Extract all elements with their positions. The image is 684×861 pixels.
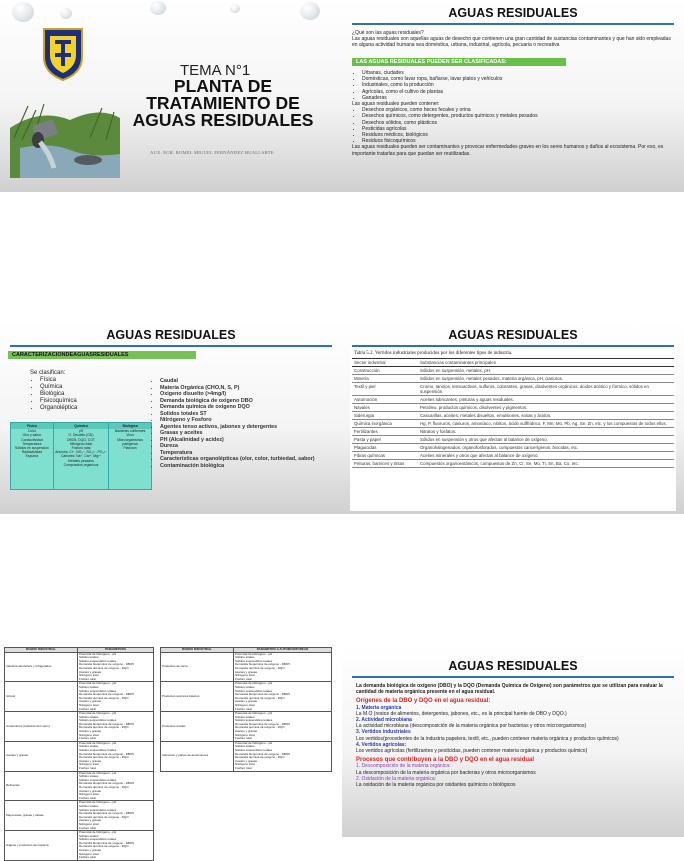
table-row [5,771,154,801]
column-header: Substancias contaminantes principales [418,359,674,367]
title-line: PLANTA DE [173,76,273,96]
parameter-item: Nitrógeno total [79,821,99,826]
parameter-item: Demanda química de oxígeno - DQO [79,784,129,789]
list-item: • Urbanas, ciudades [362,70,674,76]
parameter-item: Demanda química de oxígeno - DQO [79,725,129,730]
parameters-cell [234,652,332,682]
substances-cell: Cromo, taninos, tensoactivos, sulfuros, colorantes, grasas, disolventes orgánicos, ácidos acético y fórmico, sólidos en suspensión. [418,383,674,396]
parameter-item: Potencial de hidrógeno - pH [235,681,273,686]
list-item: • Industriales, como la producción [362,82,674,88]
table-row [352,396,674,404]
parameter-item: Sólidos totales [79,833,99,838]
question: ¿Qué son las aguas residuales? [352,30,424,36]
parameter-item: Demanda bioquímica de oxígeno - DBO5 [79,662,134,667]
parameter-item: Demanda química de oxígeno - DQO [79,755,129,760]
sector-cell: Fibras químicas [352,452,418,460]
list-item: • Oxigeno disuelto (>4mg/l) [160,391,338,398]
list-item: • Grasas y aceites [160,430,338,437]
table-cell: O. Disuelto (OD) [68,433,94,438]
parameter-item: Demanda bioquímica de oxígeno - DBO5 [235,692,290,697]
substances-cell: Sólidos en suspensión y otros que afectan al balance de oxígeno. [418,436,674,444]
origin-item [356,729,672,741]
water-drop [300,2,320,20]
rubro-cell: Industria alcoholera y refrigerados [5,652,78,682]
university-shield-logo [42,27,84,81]
closing-text: Las aguas residuales pueden ser contaminantes y provocar enfermedades graves en los seres humanos y daños al ecosistema. Por eso, es importante tratarlas para que puedan ser reutilizadas. [352,144,664,157]
parameters-cell [234,682,332,712]
classification-block [352,70,674,157]
origin-head: 3. Vertidos industriales [356,729,411,736]
parameter-item: Demanda bioquímica de oxígeno - DBO5 [235,721,290,726]
list-item: • Desechos sólidos, como plásticos [362,120,674,126]
parameter-item: Fósforo total [79,855,96,860]
parameter-item: Sólidos totales [79,744,99,749]
parameter-item: Sólidos totales [235,714,255,719]
parameter-item: Sólidos suspendidos totales [79,748,117,753]
substances-cell: Hg, P, fluoruros, cianuros, amoníaco, nitritos, ácido sulfhídrico, F, Mn, Mo, Pb, Ag, Se, Zn, etc. y los compuestos de todos ellos. [418,420,674,428]
types-block [30,370,150,412]
intro-text: La demanda biológica de oxígeno (DBO) y la DQO (Demanda Química de Oxígeno) son parámetros que se utilizan para evaluar la cantidad de materia orgánica presente en el agua residual. [356,683,663,696]
substances-cell: Nitratos y fosfatos. [418,428,674,436]
parameter-item: Sólidos suspendidos totales [79,777,117,782]
classification-band: LAS AGUAS RESIDUALES PUEDEN SER CLASIFICADAS: [352,58,566,66]
table-cell: Compuestos orgánicos [63,462,99,467]
parameter-item: Nitrógeno total [79,851,99,856]
table-row [5,712,154,742]
wastewater-pipe-illustration [10,98,120,178]
rubro-cell: Vehículos y partes de automotores [161,741,234,771]
water-drop [60,8,72,19]
parameters-cell [78,682,154,712]
table-header: Biológica [109,423,151,429]
parameters-cell [78,831,154,861]
water-drop [12,2,34,22]
table-cell: Plancton [123,446,137,451]
table-row [352,404,674,412]
tema-label: TEMA N°1 [180,62,251,79]
title-line: TRATAMIENTO DE [146,93,300,113]
list-item: • Características organolépticas (olor, color, turbiedad, sabor) [160,456,338,463]
parameter-item: Sólidos totales [79,684,99,689]
list-item: • Desechos orgánicos, como heces fecales y orina [362,107,674,113]
list-item: • Caudal [160,378,338,385]
parameter-item: Fósforo total [79,795,96,800]
parameter-item: Nitrógeno total [79,732,99,737]
parameter-item: Potencial de hidrógeno - pH [79,830,117,835]
table-row [5,831,154,861]
title-underline [352,676,674,678]
parameter-item: Aceites y grasas [235,699,258,704]
table-cell: Fósforo total [71,446,91,451]
right-rubro-table [160,647,332,772]
substances-cell: Sólidos en suspensión, metales, pH. [418,367,674,375]
parameter-item: Demanda bioquímica de oxígeno - DBO5 [79,840,134,845]
parameter-item: Sólidos suspendidos totales [235,688,273,693]
slide-title [0,0,342,192]
table-col-fisico [11,423,54,489]
slide-characterization [0,322,342,514]
parameter-item: Aceites y grasas [235,729,258,734]
parameters-cell [78,771,154,801]
sector-cell: Fertilizantes [352,428,418,436]
origin-text: La actividad microbiana (descomposición de la materia orgánica por bacterias y otros microorganismos) [356,723,587,730]
dbo-block [356,683,672,788]
table-col-biologica [109,423,151,489]
parameter-item: Demanda química de oxígeno - DQO [235,695,285,700]
slide-title: AGUAS RESIDUALES [448,659,578,673]
sector-cell: Pinturas, barnices y tintas [352,460,418,468]
substances-cell: Compuestos organoestánicos, compuestos de Zn, Cr, Se, Mo, Ti, Sn, Ba, Co, etc. [418,460,674,468]
parameter-item: Aceites y grasas [79,788,102,793]
table-cell: Nitrógeno total [69,441,93,446]
table-cell: pH [78,429,84,434]
contain-intro: Las aguas residuales pueden contener: [352,101,440,108]
parameter-item: Fósforo total [79,676,96,681]
parameter-item: Potencial de hidrógeno - pH [79,770,117,775]
contain-list [352,107,674,144]
sector-cell: Navales [352,404,418,412]
list-item: • Pesticidas agrícolas [362,126,674,132]
substances-cell: Aceites minerales y otros que afectan al balance de oxígeno. [418,452,674,460]
substances-cell: Petróleo, productos químicos, disolventes y pigmentos. [418,404,674,412]
parameter-item: Fósforo total [79,766,96,770]
parameter-item: Sólidos totales [235,684,255,689]
list-item: • Dureza [160,443,338,450]
process-head: 2. Oxidación de la materia orgánica: [356,775,437,782]
rubro-cell: Refinerías [5,771,78,801]
parameter-item: Demanda bioquímica de oxígeno - DBO5 [79,692,134,697]
slide-dbo-dqo [342,645,684,837]
table-row [352,375,674,383]
title-underline [352,23,674,25]
origin-item [356,717,672,729]
parameter-item: Nitrógeno total [235,702,255,707]
list-item: • Demanda biológica de oxigeno DBO [160,398,338,405]
parameter-item: Demanda química de oxígeno - DQO [235,665,285,670]
list-item: • Residuos fisicoquímicos [362,138,674,144]
list-item: • Agentes tenso activos, jabones y detergentes [160,424,338,431]
origin-item [356,705,672,717]
parameter-item: Demanda bioquímica de oxígeno - DBO5 [79,721,134,726]
rubro-cell: Higiene y productos de limpieza [5,831,78,861]
parameter-item: Nitrógeno total [79,762,99,767]
origin-item [356,742,672,754]
table-header-row [352,359,674,367]
parameter-item: Aceites y grasas [79,699,102,704]
parameter-item: Sólidos suspendidos totales [79,658,117,663]
column-header: RUBRO INDUSTRIAL [161,648,234,653]
table-row [161,712,332,742]
parameter-item: Aceites y grasas [235,758,258,763]
parameter-item: Potencial de hidrógeno - pH [79,651,117,656]
water-drop [150,1,166,15]
sector-cell: Automoción [352,396,418,404]
rubro-cell: Curtiembres (Industria del cuero) [5,712,78,742]
parameter-item: Sólidos suspendidos totales [235,748,273,753]
slide-title: AGUAS RESIDUALES [448,6,578,20]
definition-block [352,30,674,49]
table-cell: Virus [126,433,134,438]
list-item: • Nitrógeno y Fosforo [160,417,338,424]
parameter-item: Sólidos totales [79,774,99,779]
parameter-item: Demanda bioquímica de oxígeno - DBO5 [79,811,134,816]
substances-cell: Cascarillas, aceites, metales disueltos, emulsiones, sosas y ácidos. [418,412,674,420]
rubro-cell: Aceites y grasas [5,741,78,771]
parameter-item: Demanda química de oxígeno - DQO [235,755,285,760]
parameter-item: Sólidos totales [79,803,99,808]
column-header: PARAMETRO A AUTOMONITOREAR [234,648,332,653]
list-item: • Química [40,384,150,391]
table-row [161,682,332,712]
parameters-cell [78,652,154,682]
table-row [5,682,154,712]
sector-cell: Textil y piel [352,383,418,396]
list-item: • Residuos médicos, biológicos [362,132,674,138]
parameter-item: Sólidos suspendidos totales [235,718,273,723]
parameter-item: Potencial de hidrógeno - pH [79,740,117,745]
table-row [161,741,332,771]
parameter-item: Demanda química de oxígeno - DQO [79,665,129,670]
title-underline [352,345,674,347]
process-heading: Procesos que contribuyen a la DBO y DQO en el agua residual [356,757,535,764]
parameters-cell [234,712,332,742]
list-item: • Demanda química de oxigeno DQO [160,404,338,411]
parameter-item: Potencial de hidrógeno - pH [79,681,117,686]
table-row [352,428,674,436]
parameter-item: Aceites y grasas [235,669,258,674]
origin-text: Los vertidos agrícolas (fertilizantes y pesticidas, pueden contener materia orgánica y productos químico) [356,748,588,755]
industrial-table [352,358,674,468]
table-cell: Color [27,429,36,434]
parameter-item: Demanda bioquímica de oxígeno - DBO5 [235,751,290,756]
rubro-cell: Azúcar [5,682,78,712]
parameter-item: Sólidos totales [79,714,99,719]
parameter-item: Potencial de hidrógeno - pH [79,800,117,805]
table-cell: Conductividad [21,437,43,442]
list-item: • Física [40,377,150,384]
table-row [352,412,674,420]
table-col-quimico [54,423,109,489]
list-item: • Domésticas, como lavar ropa, bañarse, lavar platos y vehículos [362,76,674,82]
title-line: AGUAS RESIDUALES [132,110,314,130]
table-row [5,741,154,771]
table-cell: patógenos [122,441,138,446]
parameter-item: Fósforo total [235,736,252,741]
table-row [352,367,674,375]
process-item [356,776,672,788]
list-item: • Ganaderas [362,95,674,101]
table-row [352,452,674,460]
parameter-item: Demanda química de oxígeno - DQO [79,814,129,819]
process-text: La descomposición de la materia orgánica por bacterias y otros microorganismos [356,769,536,776]
parameter-item: Fósforo total [79,736,96,741]
table-caption: Tabla 5.2. Vertidos industriales producidos por los diferentes tipos de industria. [354,351,513,356]
left-rubro-table [4,647,154,861]
table-cell: Aniones: Cl⁻, NO₃⁻, SO₄²⁻, PO₄³⁻ [55,450,107,455]
parameter-item: Potencial de hidrógeno - pH [235,711,273,716]
table-cell: Temperatura [22,441,42,446]
table-header: Físico [11,423,53,429]
parameter-item: Fósforo total [235,766,252,770]
slide-definition [342,0,684,192]
parameter-item: Nitrógeno total [79,673,99,678]
process-text: La oxidación de la materia orgánica por oxidantes químicos o biológicos [356,782,516,789]
parameter-item: Nitrógeno total [235,732,255,737]
rubro-cell: Productos textiles [161,712,234,742]
table-row [352,444,674,452]
parameter-item: Nitrógeno total [235,673,255,678]
substances-cell: Sólidos en suspensión, metales pesados, materia orgánica, pH, cianuros. [418,375,674,383]
rubro-cell: Mayonesas, grasas y salsas [5,801,78,831]
substances-cell: Organohalogenados, organofosforados, compuestos cancerígenos, biocidas, etc. [418,444,674,452]
parameter-item: Fósforo total [235,676,252,681]
table-row [161,652,332,682]
parameter-item: Potencial de hidrógeno - pH [235,651,273,656]
parameter-item: Fósforo total [79,706,96,711]
rubro-cell: Productos químicos básicos [161,682,234,712]
origin-text: Los vertidos(procedentes de la industria papelera, textil, etc., pueden contener materia orgánica y productos químicos) [356,735,619,742]
list-item: • Biológica [40,391,150,398]
parameter-item: Sólidos totales [235,655,255,660]
parameter-item: Aceites y grasas [79,758,102,763]
parameter-item: Nitrógeno total [79,792,99,797]
slide-title: AGUAS RESIDUALES [448,328,578,342]
sector-cell: Siderurgia [352,412,418,420]
parameter-item: Potencial de hidrógeno - pH [79,711,117,716]
column-header: RUBRO INDUSTRIAL [5,648,78,653]
parameter-item: Fósforo total [235,706,252,711]
classify-intro: Se clasifican: [30,370,66,376]
sector-cell: Química inorgánica [352,420,418,428]
parameter-item: Nitrógeno total [235,762,255,767]
slide-parameter-tables [0,645,342,860]
parameter-table [10,422,152,490]
origin-heading: Orígenes de la DBO y DQO en el agua residual: [356,698,491,705]
list-item: • Materia Orgánica (CHO,N, S, P) [160,385,338,392]
slide-title: AGUAS RESIDUALES [106,328,236,342]
table-cell: Metales pesados [68,458,94,463]
parameter-item: Aceites y grasas [79,848,102,853]
rubro-cell: Productos de carne [161,652,234,682]
substances-cell: Aceites lubricantes, pinturas y aguas residuales. [418,396,674,404]
table-cell: Espuma [25,454,39,459]
table-cell: DBO5, DQO, COT [67,437,95,442]
characterization-band: CARACTERIZACIONDEAGUASRESIDUALES [8,351,196,359]
list-item: • Temperatura [160,450,338,457]
water-drop [230,4,240,13]
parameter-item: Aceites y grasas [79,669,102,674]
table-cell: Radiactividad [21,450,43,455]
sector-cell: Construcción [352,367,418,375]
table-cell: Bacterias coliformes [114,429,146,434]
table-row [352,383,674,396]
table-row [352,460,674,468]
parameter-item: Fósforo total [79,825,96,830]
table-row [352,436,674,444]
parameter-item: Sólidos totales [235,744,255,749]
author-line: AUX. EGR. ROMEL MIGUEL FERNÁNDEZ HUALLARTE [150,150,274,155]
list-item: • Contaminación biológica [160,463,338,470]
parameter-item: Sólidos suspendidos totales [235,658,273,663]
table-cell: Microorganismos [117,437,143,442]
parameter-item: Sólidos suspendidos totales [79,837,117,842]
table-row [352,420,674,428]
table-row [5,801,154,831]
list-item: • Fisicoquímica [40,398,150,405]
table-header: Químico [54,423,108,429]
column-header: Sector industrial [352,359,418,367]
slide-main-title [118,78,328,129]
table-cell: Sólidos en suspensión [14,446,49,451]
parameter-item: Aceites y grasas [79,818,102,823]
list-item: • Solidos totales ST [160,411,338,418]
parameter-item: Demanda química de oxígeno - DQO [79,844,129,849]
parameter-item: Aceites y grasas [79,729,102,734]
parameters-block [150,378,338,469]
sector-cell: Pasta y papel [352,436,418,444]
parameter-item: Demanda bioquímica de oxígeno - DBO5 [79,781,134,786]
parameter-item: Nitrógeno total [79,702,99,707]
industrial-table-panel [350,349,676,511]
sector-cell: Plaguicidas [352,444,418,452]
list-item: • Desechos químicos, como detergentes, productos químicos y metales pesados [362,113,674,119]
origin-head: 2. Actividad microbiana [356,717,412,724]
parameter-item: Demanda bioquímica de oxígeno - DBO5 [235,662,290,667]
params-list [150,378,338,469]
parameter-item: Demanda química de oxígeno - DQO [235,725,285,730]
column-header: PARAMETROS [78,648,154,653]
parameter-item: Sólidos totales [79,655,99,660]
parameters-cell [78,801,154,831]
table-cell: Olor y sabor [22,433,42,438]
slide-industrial-table [342,322,684,514]
table-row [5,652,154,682]
list-item: • PH (Alcalinidad y acidez) [160,437,338,444]
parameters-cell [78,712,154,742]
origin-text: La M.O (restos de alimentos, detergentes, jabones, etc., es la principal fuente de DBO y DQO.) [356,710,567,717]
parameter-item: Demanda química de oxígeno - DQO [79,695,129,700]
parameters-cell [78,741,154,771]
parameter-item: Sólidos suspendidos totales [79,718,117,723]
parameter-item: Potencial de hidrógeno - pH [235,740,273,745]
origin-head: 4. Vertidos agrícolas: [356,741,407,748]
parameter-item: Sólidos suspendidos totales [79,807,117,812]
types-list [30,377,150,412]
class-list [352,70,674,101]
parameter-item: Sólidos suspendidos totales [79,688,117,693]
definition: Las aguas residuales son aquellas aguas de desecho que contienen una gran cantidad de sustancias contaminantes y que han sido empleadas en alguna actividad humana sea doméstica, urbana, industrial, agrícola, pecuaria o recreativa [352,36,671,49]
sector-cell: Minería [352,375,418,383]
list-item: • Agrícolas, como el cultivo de plantas [362,89,674,95]
table-cell: Cationes: Na⁺, Ca²⁺, Mg²⁺ [60,454,102,459]
process-item [356,763,672,775]
process-head: 1. Descomposición de la materia orgánica: [356,763,451,770]
parameters-cell [234,741,332,771]
list-item: • Organoléptica [40,405,150,412]
origin-head: 1. Materia orgánica [356,704,402,711]
parameter-item: Demanda bioquímica de oxígeno - DBO5 [79,751,134,756]
title-underline [10,345,332,347]
